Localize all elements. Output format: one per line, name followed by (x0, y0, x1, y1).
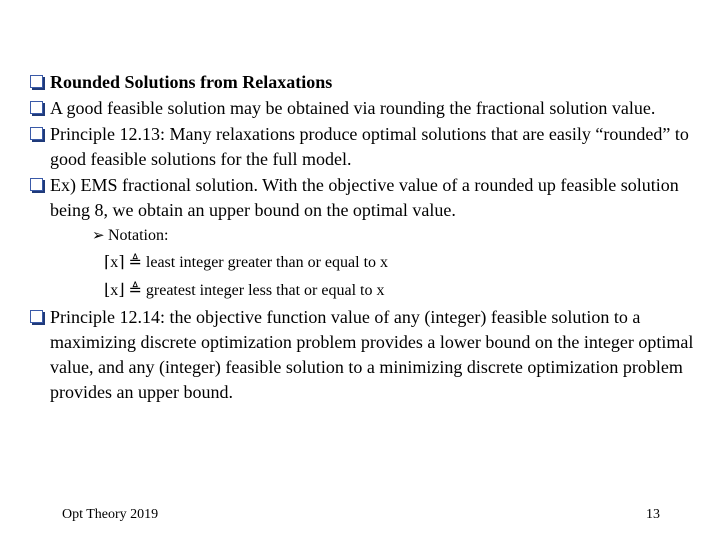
bullet-1 (30, 96, 700, 121)
bullet-list (30, 70, 700, 405)
title-bullet (30, 70, 700, 95)
checkbox-bullet-icon (30, 101, 43, 114)
checkbox-bullet-icon (30, 310, 43, 323)
ceil-symbol: ⌈x⌉ ≜ (104, 254, 142, 271)
checkbox-bullet-icon (30, 75, 43, 88)
floor-definition (104, 277, 700, 305)
slide-title: Rounded Solutions from Relaxations (50, 72, 333, 92)
checkbox-bullet-icon (30, 178, 43, 191)
bullet-text: A good feasible solution may be obtained via rounding the fractional solution value. (50, 98, 656, 118)
bullet-text: Principle 12.13: Many relaxations produce optimal solutions that are easily “rounded” to good feasible solutions for the full model. (50, 124, 689, 169)
bullet-2 (30, 122, 700, 172)
page-number: 13 (646, 507, 660, 522)
bullet-3 (30, 173, 700, 223)
ceil-definition (104, 249, 700, 277)
floor-symbol: ⌊x⌋ ≜ (104, 282, 142, 299)
arrow-bullet-icon: ➢ (92, 228, 105, 244)
bullet-4 (30, 305, 700, 405)
floor-text: greatest integer less that or equal to x (145, 282, 385, 299)
bullet-text: Ex) EMS fractional solution. With the objective value of a rounded up feasible solution being 8, we obtain an upper bound on the optimal value. (50, 175, 679, 220)
ceil-text: least integer greater than or equal to x (145, 254, 389, 271)
bullet-text: Principle 12.14: the objective function value of any (integer) feasible solution to a maximizing discrete optimization problem provides a lower bound on the integer optimal value, and any (integer) feasible solution to a minimizing discrete optimization problem provides an upper bound. (50, 307, 694, 402)
checkbox-bullet-icon (30, 127, 43, 140)
footer-course: Opt Theory 2019 (62, 507, 159, 522)
notation-subbullet (92, 223, 700, 249)
notation-label: Notation: (108, 227, 169, 244)
